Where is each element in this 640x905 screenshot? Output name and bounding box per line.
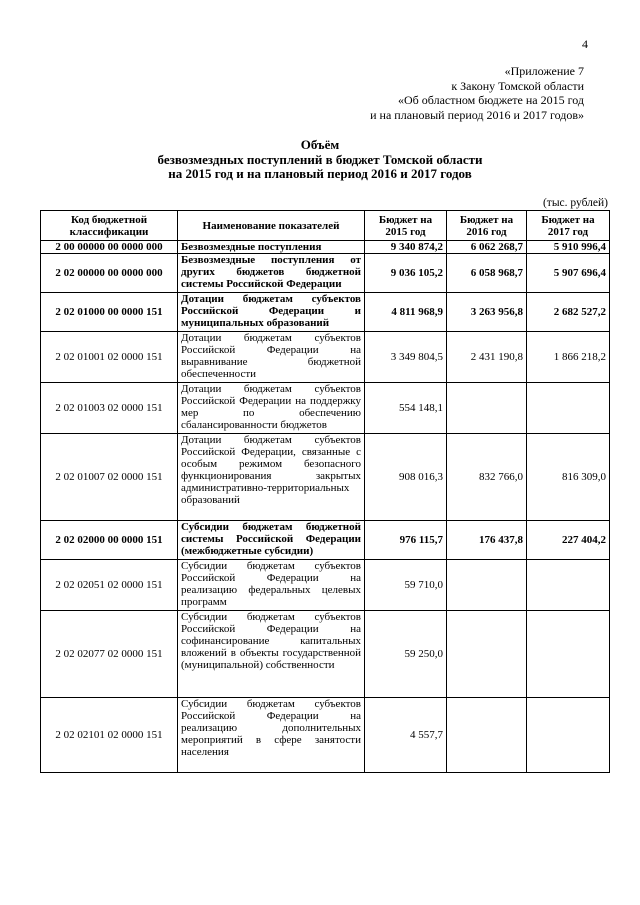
cell-name: Субсидии бюджетам субъектов Российской Федерации на реализацию дополнительных мероприятий в сфере занятости населения	[178, 698, 365, 773]
cell-2017: 5 907 696,4	[527, 254, 610, 293]
cell-2016	[447, 560, 527, 611]
title-line: безвозмездных поступлений в бюджет Томской области	[157, 151, 483, 167]
table-row	[41, 521, 610, 560]
cell-2015: 4 811 968,9	[365, 293, 447, 332]
cell-2017	[527, 383, 610, 434]
cell-2017	[527, 560, 610, 611]
cell-2015: 9 340 874,2	[365, 241, 447, 254]
cell-code: 2 02 02077 02 0000 151	[41, 611, 178, 698]
cell-code: 2 02 01007 02 0000 151	[41, 434, 178, 521]
cell-2015: 976 115,7	[365, 521, 447, 560]
units-label: (тыс. рублей)	[542, 197, 608, 209]
cell-code: 2 02 02000 00 0000 151	[41, 521, 178, 560]
cell-2016: 832 766,0	[447, 434, 527, 521]
cell-2017: 816 309,0	[527, 434, 610, 521]
title-line: Объём	[300, 137, 340, 152]
cell-2017: 1 866 218,2	[527, 332, 610, 383]
cell-name: Субсидии бюджетам субъектов Российской Федерации на софинансирование капитальных вложений в объекты государственной (муниципальной) собственности	[178, 611, 365, 698]
cell-code: 2 00 00000 00 0000 000	[41, 241, 178, 254]
cell-code: 2 02 02101 02 0000 151	[41, 698, 178, 773]
cell-2015: 59 250,0	[365, 611, 447, 698]
cell-code: 2 02 01003 02 0000 151	[41, 383, 178, 434]
table-row	[41, 383, 610, 434]
table-row	[41, 434, 610, 521]
cell-name: Субсидии бюджетам субъектов Российской Федерации на реализацию федеральных целевых программ	[178, 560, 365, 611]
header-name: Наименование показателей	[178, 211, 365, 241]
budget-table	[40, 210, 610, 773]
cell-name: Дотации бюджетам субъектов Российской Федерации и муниципальных образований	[178, 293, 365, 332]
appendix-line: «Приложение 7	[504, 64, 584, 78]
cell-2016: 6 062 268,7	[447, 241, 527, 254]
cell-name: Дотации бюджетам субъектов Российской Федерации на выравнивание бюджетной обеспеченности	[178, 332, 365, 383]
cell-name: Безвозмездные поступления	[178, 241, 365, 254]
table-row	[41, 332, 610, 383]
cell-2016: 6 058 968,7	[447, 254, 527, 293]
header-2015: Бюджет на 2015 год	[365, 211, 447, 241]
table-row	[41, 560, 610, 611]
header-2017: Бюджет на 2017 год	[527, 211, 610, 241]
table-row	[41, 254, 610, 293]
cell-2015: 554 148,1	[365, 383, 447, 434]
cell-code: 2 02 01001 02 0000 151	[41, 332, 178, 383]
cell-2015: 59 710,0	[365, 560, 447, 611]
page-number: 4	[582, 37, 588, 51]
cell-2016: 2 431 190,8	[447, 332, 527, 383]
cell-2015: 4 557,7	[365, 698, 447, 773]
cell-2015: 9 036 105,2	[365, 254, 447, 293]
cell-code: 2 02 02051 02 0000 151	[41, 560, 178, 611]
cell-name: Безвозмездные поступления от других бюджетов бюджетной системы Российской Федерации	[178, 254, 365, 293]
cell-name: Дотации бюджетам субъектов Российской Федерации на поддержку мер по обеспечению сбалансированности бюджетов	[178, 383, 365, 434]
table-row	[41, 293, 610, 332]
title-line: на 2015 год и на плановый период 2016 и 2017 годов	[168, 166, 472, 181]
appendix-header	[370, 64, 584, 122]
cell-code: 2 02 01000 00 0000 151	[41, 293, 178, 332]
cell-2017	[527, 611, 610, 698]
cell-name: Субсидии бюджетам бюджетной системы Российской Федерации (межбюджетные субсидии)	[178, 521, 365, 560]
cell-name: Дотации бюджетам субъектов Российской Федерации, связанные с особым режимом безопасного функционирования закрытых административно-территориальных образований	[178, 434, 365, 521]
appendix-line: и на плановый период 2016 и 2017 годов»	[370, 107, 584, 122]
header-2016: Бюджет на 2016 год	[447, 211, 527, 241]
cell-2016	[447, 611, 527, 698]
cell-2016	[447, 383, 527, 434]
table-header-row	[41, 211, 610, 241]
cell-2016	[447, 698, 527, 773]
cell-code: 2 02 00000 00 0000 000	[41, 254, 178, 293]
header-code: Код бюджетной классификации	[41, 211, 178, 241]
cell-2015: 908 016,3	[365, 434, 447, 521]
appendix-line: «Об областном бюджете на 2015 год	[398, 93, 584, 107]
cell-2016: 3 263 956,8	[447, 293, 527, 332]
cell-2017: 2 682 527,2	[527, 293, 610, 332]
table-row	[41, 611, 610, 698]
appendix-line: к Закону Томской области	[451, 78, 584, 93]
table-row	[41, 241, 610, 254]
document-title	[40, 138, 600, 182]
cell-2017: 227 404,2	[527, 521, 610, 560]
cell-2017	[527, 698, 610, 773]
cell-2016: 176 437,8	[447, 521, 527, 560]
table-row	[41, 698, 610, 773]
cell-2015: 3 349 804,5	[365, 332, 447, 383]
cell-2017: 5 910 996,4	[527, 241, 610, 254]
